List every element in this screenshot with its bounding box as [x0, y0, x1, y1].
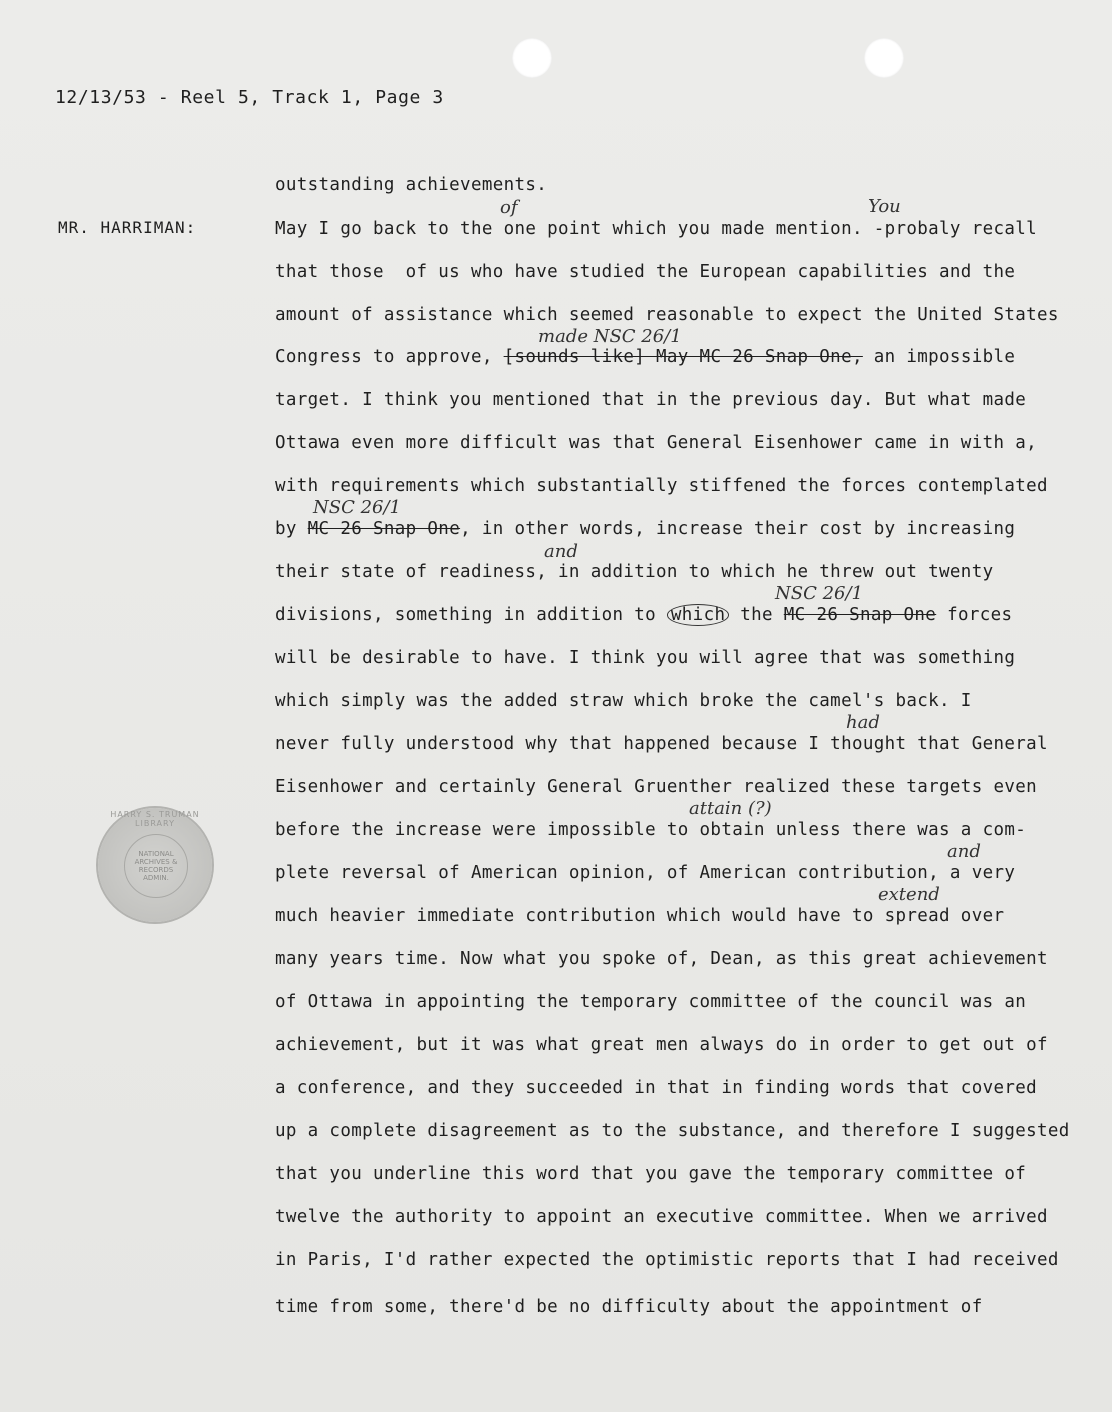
- handwritten-note: attain (?): [689, 798, 772, 819]
- transcript-line: which simply was the added straw which broke the camel's back. I: [275, 691, 972, 711]
- circled-word: which: [667, 604, 729, 626]
- archive-stamp: [98, 808, 212, 922]
- transcript-line: will be desirable to have. I think you will agree that was something: [275, 648, 1016, 668]
- stamp-ring-text: HARRY S. TRUMAN LIBRARY: [110, 810, 200, 828]
- handwritten-note: You: [868, 196, 901, 217]
- transcript-line: never fully understood why that happened because I thought that General: [275, 734, 1048, 754]
- transcript-line: a conference, and they succeeded in that in finding words that covered: [275, 1078, 1038, 1098]
- transcript-line: much heavier immediate contribution which would have to spread over: [275, 906, 1005, 926]
- stamp-inner-text: NATIONAL ARCHIVES & RECORDS ADMIN.: [134, 850, 178, 882]
- transcript-line: with requirements which substantially stiffened the forces contemplated: [275, 476, 1048, 496]
- transcript-line: May I go back to the one point which you made mention. -probaly recall: [275, 219, 1038, 239]
- struck-text: [sounds like] May MC 26 Snap One,: [503, 347, 863, 367]
- handwritten-note: had: [846, 712, 880, 733]
- transcript-line: target. I think you mentioned that in the previous day. But what made: [275, 390, 1027, 410]
- transcript-line: amount of assistance which seemed reasonable to expect the United States: [275, 305, 1059, 325]
- punch-hole: [864, 38, 904, 78]
- transcript-line: that you underline this word that you gave the temporary committee of: [275, 1164, 1027, 1184]
- transcript-line: that those of us who have studied the European capabilities and the: [275, 262, 1016, 282]
- handwritten-note: and: [544, 541, 578, 562]
- page-header: 12/13/53 - Reel 5, Track 1, Page 3: [55, 87, 444, 108]
- speaker-label: MR. HARRIMAN:: [58, 218, 197, 237]
- transcript-line: before the increase were impossible to obtain unless there was a com-: [275, 820, 1027, 840]
- transcript-line: Congress to approve, [sounds like] May MC 26 Snap One, an impossible: [275, 347, 1016, 367]
- transcript-line: Eisenhower and certainly General Gruenther realized these targets even: [275, 777, 1038, 797]
- punch-hole: [512, 38, 552, 78]
- transcript-line: outstanding achievements.: [275, 175, 548, 195]
- handwritten-note: of: [500, 197, 518, 218]
- handwritten-note: NSC 26/1: [313, 497, 401, 518]
- handwritten-note: and: [947, 841, 981, 862]
- transcript-line: up a complete disagreement as to the substance, and therefore I suggested: [275, 1121, 1070, 1141]
- transcript-line: Ottawa even more difficult was that General Eisenhower came in with a,: [275, 433, 1038, 453]
- transcript-line: twelve the authority to appoint an executive committee. When we arrived: [275, 1207, 1048, 1227]
- transcript-line: their state of readiness, in addition to which he threw out twenty: [275, 562, 994, 582]
- transcript-line: by MC 26 Snap One, in other words, increase their cost by increasing: [275, 519, 1016, 539]
- stamp-inner: [124, 834, 188, 898]
- transcript-line: many years time. Now what you spoke of, Dean, as this great achievement: [275, 949, 1048, 969]
- handwritten-note: made NSC 26/1: [538, 326, 682, 347]
- transcript-line: plete reversal of American opinion, of American contribution, a very: [275, 863, 1016, 883]
- transcript-line: time from some, there'd be no difficulty about the appointment of: [275, 1297, 983, 1317]
- transcript-line: in Paris, I'd rather expected the optimistic reports that I had received: [275, 1250, 1059, 1270]
- struck-text: MC 26 Snap One: [783, 605, 937, 625]
- transcript-line: divisions, something in addition to which the MC 26 Snap One forces: [275, 605, 1013, 625]
- handwritten-note: extend: [878, 884, 940, 905]
- struck-text: MC 26 Snap One: [307, 519, 461, 539]
- handwritten-note: NSC 26/1: [775, 583, 863, 604]
- transcript-line: achievement, but it was what great men always do in order to get out of: [275, 1035, 1048, 1055]
- transcript-line: of Ottawa in appointing the temporary committee of the council was an: [275, 992, 1027, 1012]
